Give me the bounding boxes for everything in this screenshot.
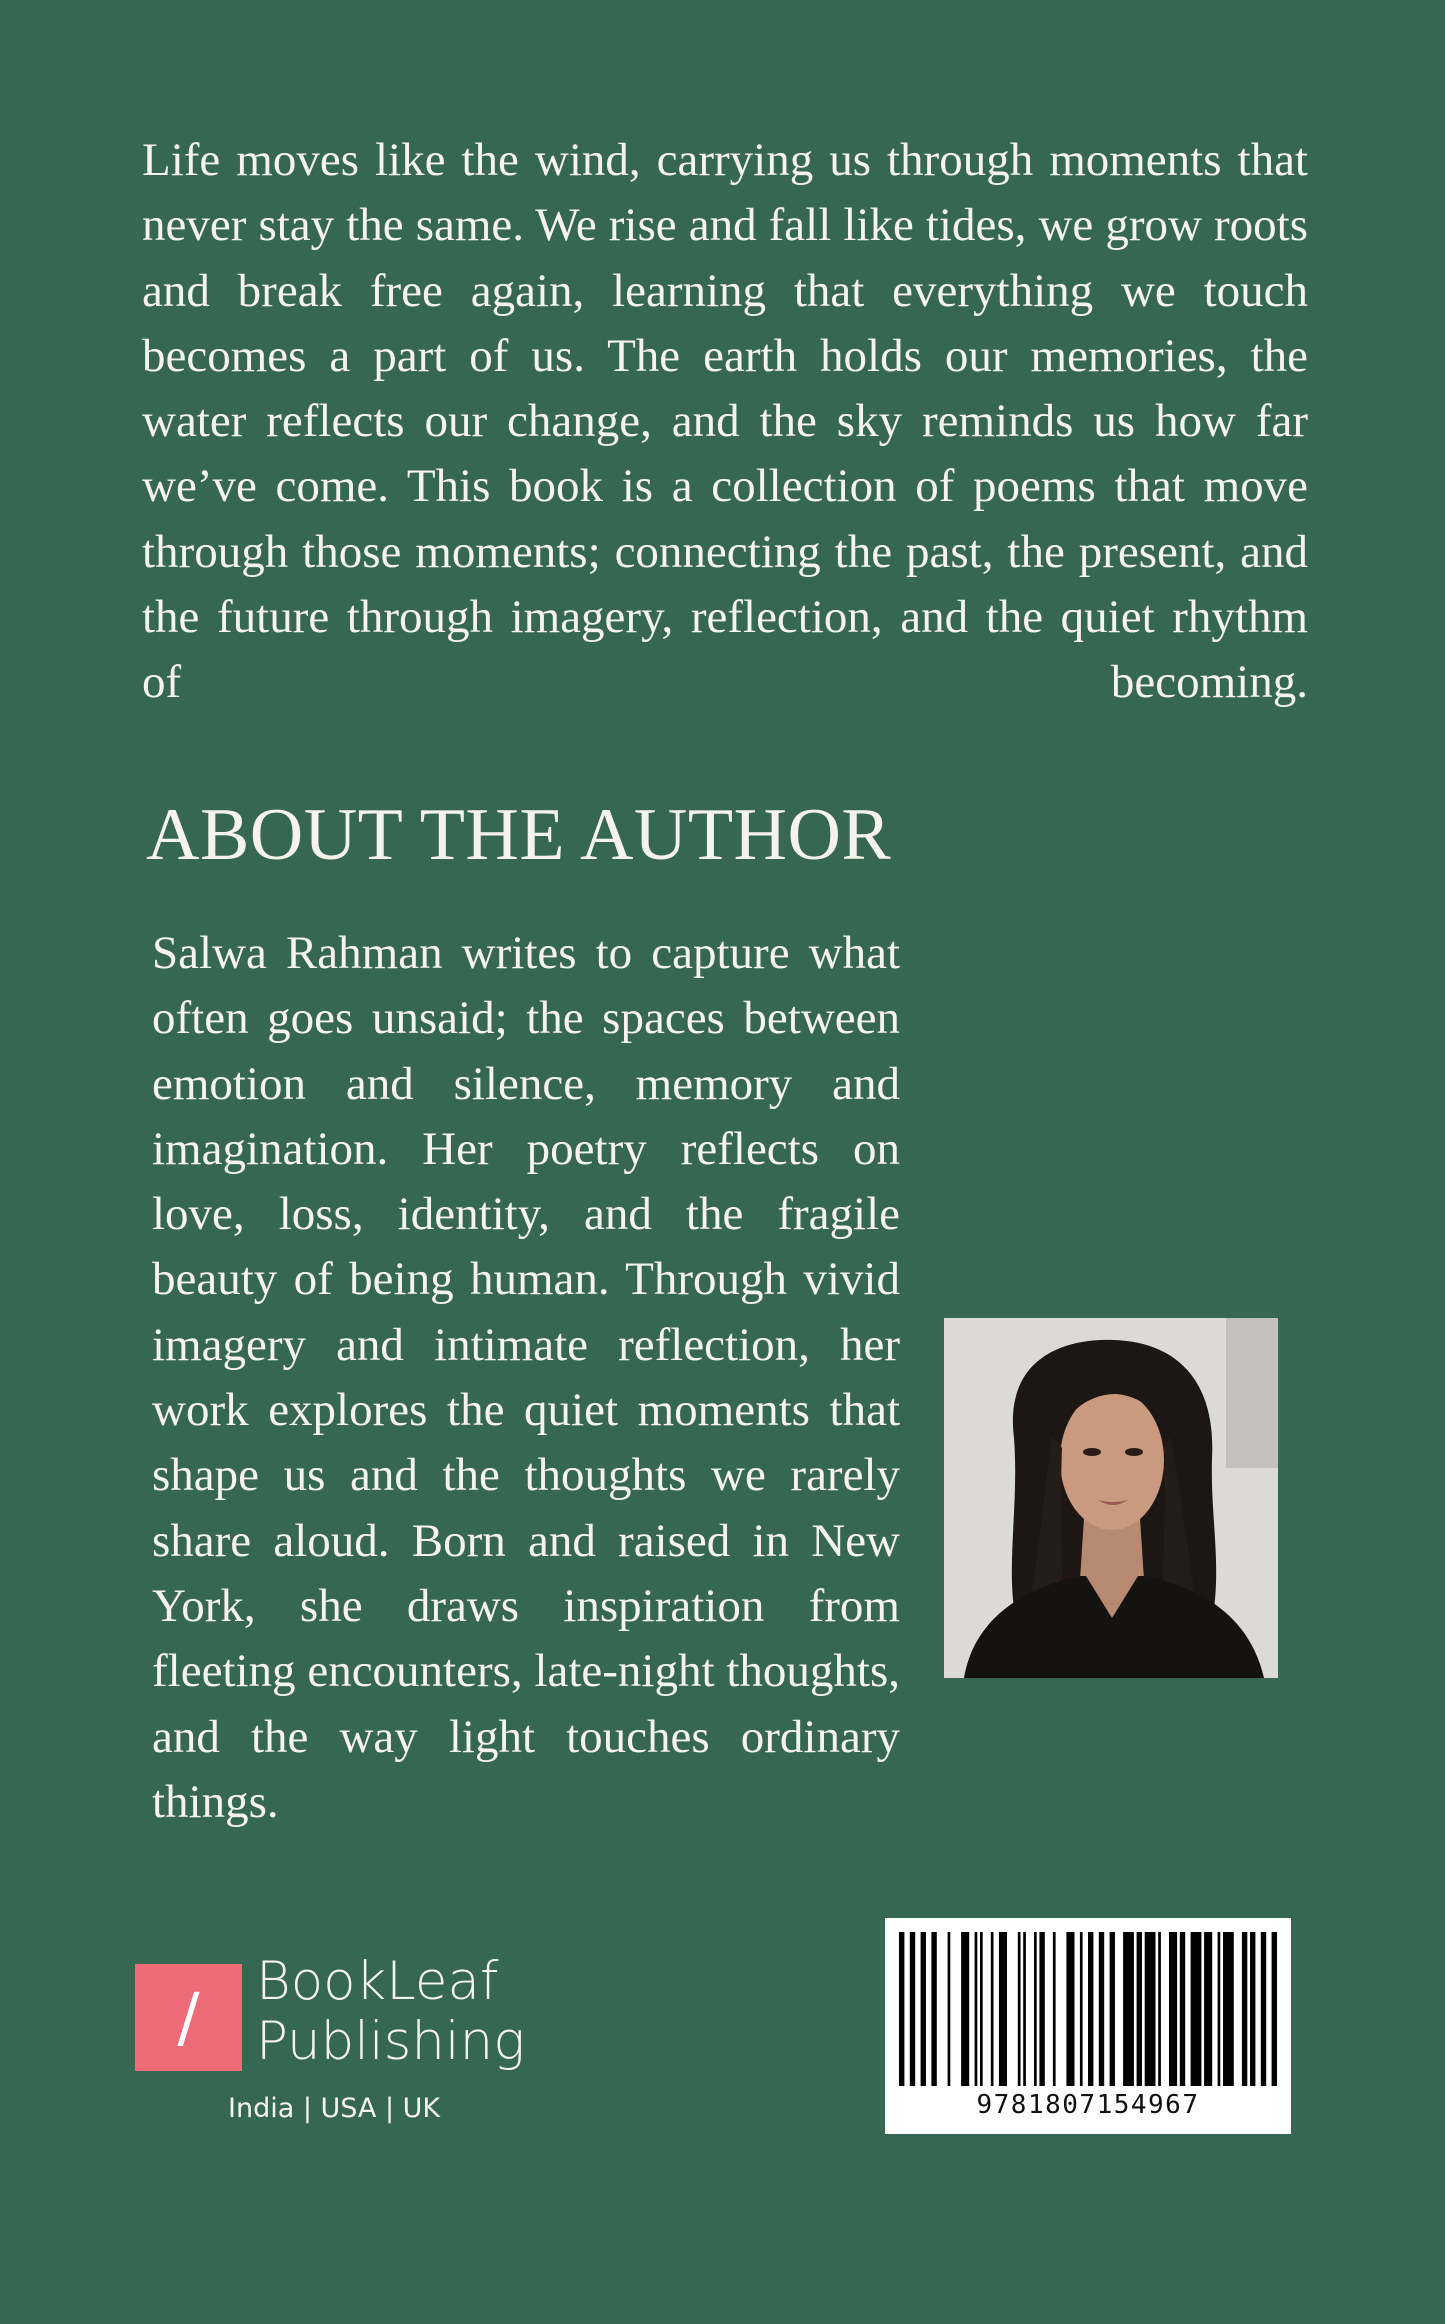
barcode-bar [948,1932,951,2086]
barcode-bar [1158,1932,1161,2086]
publisher-name-line1: BookLeaf [256,1951,499,2012]
isbn-barcode [885,1918,1291,2134]
barcode-bar [1145,1932,1156,2086]
barcode-bar [975,1932,978,2086]
barcode-bar [1223,1932,1234,2086]
barcode-bar [1261,1932,1266,2086]
barcode-bar [1191,1932,1202,2086]
barcode-bar [899,1932,904,2086]
barcode-bar [921,1932,926,2086]
logo-mark [135,1964,242,2071]
barcode-bar [1099,1932,1104,2086]
publisher-logo [135,1951,535,2134]
barcode-bar [1110,1932,1115,2086]
barcode-bar [999,1932,1007,2086]
barcode-bar [1123,1932,1134,2086]
barcode-bar [1039,1932,1044,2086]
publisher-name-line2: Publishing [256,2011,526,2072]
barcode-bar [1137,1932,1142,2086]
barcode-bars [899,1932,1277,2086]
barcode-bar [1218,1932,1221,2086]
isbn-number: 9781807154967 [976,2090,1200,2120]
barcode-bar [1272,1932,1277,2086]
barcode-bar [1018,1932,1021,2086]
barcode-bar [991,1932,994,2086]
barcode-bar [1088,1932,1093,2086]
barcode-bar [1080,1932,1083,2086]
barcode-bar [1169,1932,1177,2086]
barcode-bar [961,1932,969,2086]
author-bio: Salwa Rahman writes to capture what often goes unsaid; the spaces between emotion and silence, memory and imagination. Her poetry reflects on love, loss, identity, and the fragile beauty of being human. Through vivid imagery and intimate reflection, her work explores the quiet moments that shape us and the thoughts we rarely share aloud. Born and raised in New York, she draws inspiration from fleeting encounters, late-night thoughts, and the way light touches ordinary things. [152,927,900,1828]
author-photo [944,1318,1278,1678]
about-author-heading: ABOUT THE AUTHOR [146,794,892,876]
publisher-name [256,1952,525,2072]
barcode-bar [931,1932,936,2086]
barcode-bar [1242,1932,1247,2086]
barcode-bar [1180,1932,1185,2086]
barcode-bar [1066,1932,1074,2086]
barcode-bar [980,1932,983,2086]
barcode-bar [1023,1932,1026,2086]
barcode-bar [1250,1932,1255,2086]
barcode-bar [1204,1932,1212,2086]
barcode-bar [1053,1932,1056,2086]
back-cover-blurb: Life moves like the wind, carrying us through moments that never stay the same. We rise and fall like tides, we grow roots and break free again, learning that everything we touch becomes a part of us. The earth holds our memories, the water reflects our change, and the sky reminds us how far we’ve come. This book is a collection of poems that move through those moments; connecting the past, the present, and the future through imagery, reflection, and the quiet rhythm of becoming. [142,134,1308,709]
barcode-bar [1034,1932,1037,2086]
publisher-regions: India | USA | UK [228,2093,441,2124]
barcode-bar [910,1932,915,2086]
logo-slash-icon: / [177,1978,200,2056]
